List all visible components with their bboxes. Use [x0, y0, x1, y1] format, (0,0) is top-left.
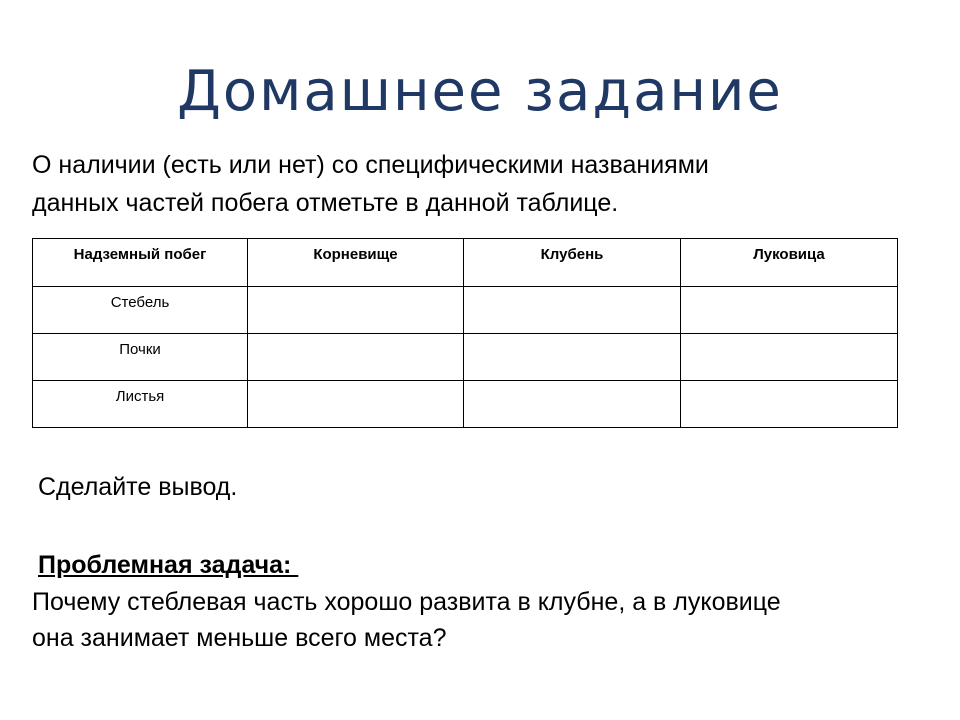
table-cell-empty[interactable] [248, 287, 464, 334]
table-cell-empty[interactable] [248, 334, 464, 381]
row-label-stem: Стебель [33, 287, 248, 334]
homework-table [32, 238, 898, 428]
intro-text [32, 146, 932, 222]
intro-line-1: О наличии (есть или нет) со специфическими названиями [32, 151, 709, 179]
table-cell-empty[interactable] [681, 381, 898, 428]
header-rhizome: Корневище [248, 239, 464, 287]
problem-heading: Проблемная задача: [38, 551, 299, 579]
table-cell-empty[interactable] [248, 381, 464, 428]
table-header-row [33, 239, 898, 287]
table-cell-empty[interactable] [681, 287, 898, 334]
header-bulb: Луковица [681, 239, 898, 287]
table-cell-empty[interactable] [681, 334, 898, 381]
problem-text [32, 584, 932, 656]
header-tuber: Клубень [464, 239, 681, 287]
intro-line-2: данных частей побега отметьте в данной таблице. [32, 189, 619, 217]
problem-line-2: она занимает меньше всего места? [32, 624, 447, 652]
table-row [33, 381, 898, 428]
row-label-leaves: Листья [33, 381, 248, 428]
header-above-ground-shoot: Надземный побег [33, 239, 248, 287]
problem-line-1: Почему стеблевая часть хорошо развита в клубне, а в луковице [32, 588, 781, 616]
table-cell-empty[interactable] [464, 334, 681, 381]
table-cell-empty[interactable] [464, 381, 681, 428]
slide-title: Домашнее задание [177, 59, 783, 124]
table-row [33, 287, 898, 334]
table-cell-empty[interactable] [464, 287, 681, 334]
row-label-buds: Почки [33, 334, 248, 381]
table-row [33, 334, 898, 381]
conclusion-text: Сделайте вывод. [38, 473, 238, 501]
